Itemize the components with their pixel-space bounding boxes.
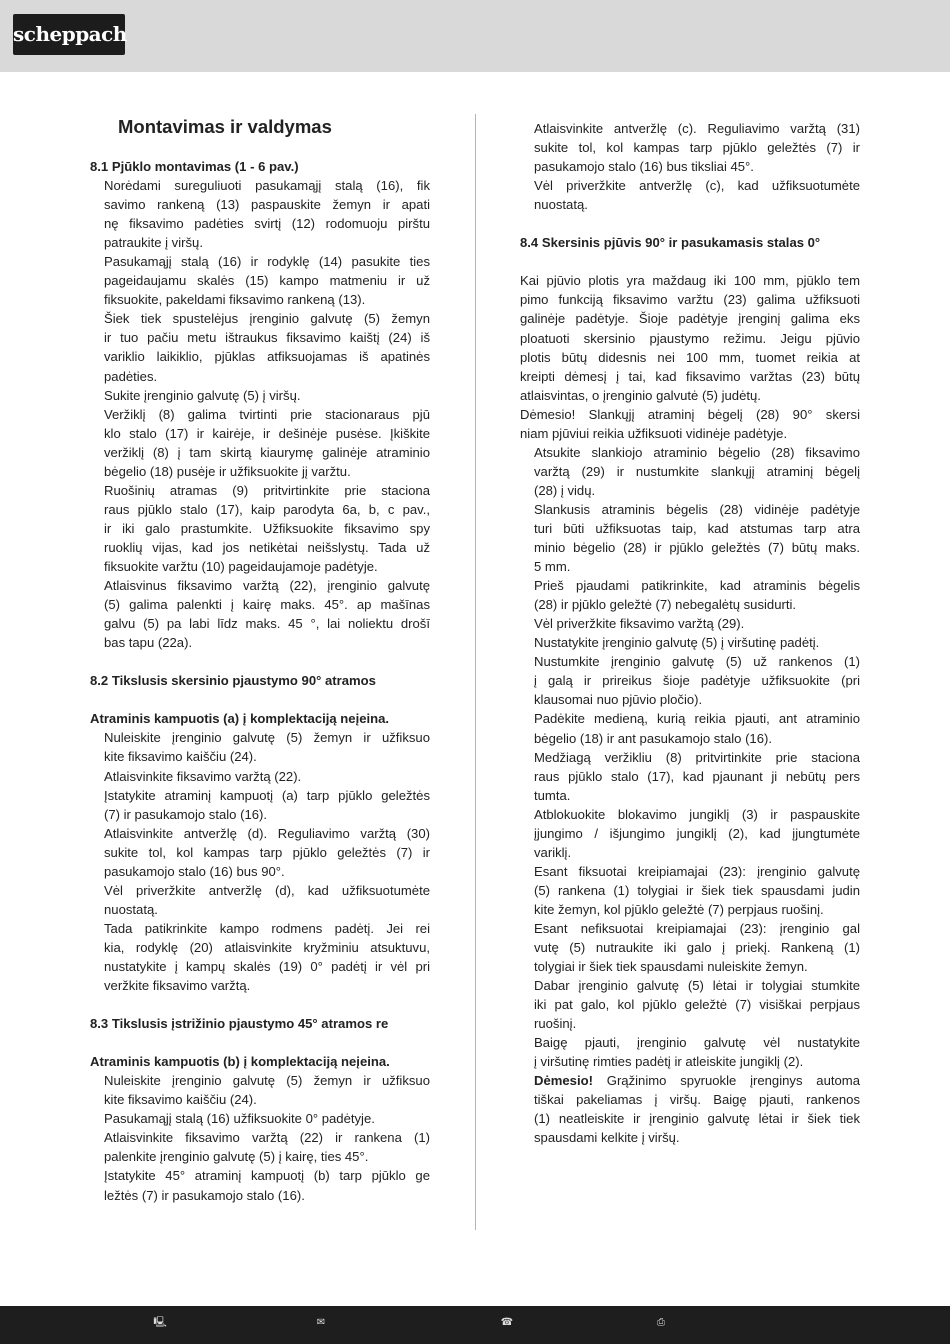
text-line: varžtą (29) ir nustumkite slankųjį atraminį bėgelį bbox=[534, 463, 860, 479]
text-line: Vėl priveržkite fiksavimo varžtą (29). bbox=[534, 616, 745, 632]
text-line: Atraminis kampuotis (a) į komplektaciją neįeina. bbox=[90, 711, 390, 727]
text-line: Atlaisvinkite fiksavimo varžtą (22). bbox=[104, 768, 302, 784]
email-icon: ✉ bbox=[316, 1317, 326, 1328]
text-line: veržiklį (8) į tam skirtą kiaurymę galinėje atraminio bbox=[104, 444, 430, 460]
text-line: pimo funkciją fiksavimo varžtu (23) galima užfiksuoti bbox=[520, 292, 860, 308]
text-line: nę fiksavimo padėties svirtį (12) rodomuoju pirštu bbox=[104, 216, 430, 232]
text-line: ir iki galo prastumkite. Užfiksuokite fiksavimo spy bbox=[104, 520, 430, 536]
text-line: ruoklių vijas, kad jos netikėtai neišslystų. Tada už bbox=[104, 539, 430, 555]
text-line: Slankusis atraminis bėgelis (28) vidinėje padėtyje bbox=[534, 501, 860, 517]
text-line: Dėmesio! Slankųjį atraminį bėgelį (28) 90° skersi bbox=[520, 406, 860, 422]
text-line: niam pjūviui reikia užfiksuoti vidinėje padėtyje. bbox=[520, 425, 788, 441]
text-line: Sukite įrenginio galvutę (5) į viršų. bbox=[104, 387, 301, 403]
text-line: Atlaisvinkite fiksavimo varžtą (22) ir rankena (1) bbox=[104, 1130, 430, 1146]
text-line: turi būti užfiksuotas taip, kad atstumas tarp atra bbox=[534, 520, 860, 536]
computer-icon: 🖳 bbox=[153, 1317, 167, 1328]
text-line: Nustumkite įrenginio galvutę (5) už rankenos (1) bbox=[534, 654, 860, 670]
fax-icon: ⎙ bbox=[657, 1317, 665, 1328]
text-line: patraukite į viršų. bbox=[104, 235, 203, 251]
text-line: sukite tol, kol kampas tarp pjūklo geležtės (7) ir bbox=[104, 844, 430, 860]
text-line: įjungimo / išjungimo jungiklį (2), kad įjungtumėte bbox=[534, 825, 860, 841]
text-line: į viršutinę rimties padėtį ir atleiskite jungiklį (2). bbox=[534, 1054, 804, 1070]
text-line bbox=[90, 995, 430, 1014]
text-line: Atlaisvinkite antveržlę (d). Reguliavimo varžtą (30) bbox=[104, 825, 430, 841]
text-line: Padėkite medieną, kurią reikia pjauti, ant atraminio bbox=[534, 711, 860, 727]
left-column bbox=[90, 157, 430, 1205]
attention-label: Dėmesio! bbox=[534, 1073, 607, 1089]
text-line: kia, rodyklę (20) atlaisvinkite kryžminiu atsuktuvu, bbox=[104, 939, 430, 955]
text-line: Nustatykite įrenginio galvutę (5) į viršutinę padėtį. bbox=[534, 635, 820, 651]
text-line: Atlaisvinus fiksavimo varžtą (22), įrenginio galvutę bbox=[104, 578, 430, 594]
text-line: fiksuokite varžtu (10) pageidaujamoje padėtyje. bbox=[104, 558, 378, 574]
text-line: Pasukamąjį stalą (16) ir rodyklę (14) pasukite ties bbox=[104, 254, 430, 270]
text-line: vutę (5) nutraukite iki galo į priekį. Rankeną (1) bbox=[534, 940, 860, 956]
text-line: į galą ir prireikus šioje padėtyje užfiksuokite (pri bbox=[534, 673, 860, 689]
section-title: Montavimas ir valdymas bbox=[118, 116, 332, 137]
text-line: tolygiai ir šiek tiek spausdami nuleiskite žemyn. bbox=[534, 959, 808, 975]
text-line: ir tuo pačiu metu ištraukus fiksavimo kaištį (24) iš bbox=[104, 330, 430, 346]
page-footer bbox=[0, 1306, 950, 1344]
text-line: Tada patikrinkite kampo rodmens padėtį. Jei rei bbox=[104, 920, 430, 936]
text-line: kite fiksavimo kaiščiu (24). bbox=[104, 1092, 257, 1108]
text-line: ploatuoti skersinio pjaustymo režimu. Jeigu pjūvio bbox=[520, 330, 860, 346]
text-line: 8.4 Skersinis pjūvis 90° ir pasukamasis stalas 0° bbox=[520, 235, 821, 251]
text-line: Atsukite slankiojo atraminio bėgelio (28) fiksavimo bbox=[534, 444, 860, 460]
text-line: Įstatykite 45° atraminį kampuotį (b) tarp pjūklo ge bbox=[104, 1168, 430, 1184]
text-line: 5 mm. bbox=[534, 559, 571, 575]
text-line: pasukamojo stalo (16) bus 90°. bbox=[104, 863, 285, 879]
text-line: (28) ir pjūklo geležtė (7) nebegalėtų susidurti. bbox=[534, 597, 797, 613]
text-line: Esant nefiksuotai kreipiamajai (23): įrenginio gal bbox=[534, 920, 860, 936]
page-header bbox=[0, 0, 950, 72]
text-line: iki pat galo, kol pjūklo geležtė (7) visiškai perpjaus bbox=[534, 997, 860, 1013]
text-line: 8.1 Pjūklo montavimas (1 - 6 pav.) bbox=[90, 159, 299, 174]
text-line: palenkite įrenginio galvutę (5) į kairę, ties 45°. bbox=[104, 1149, 369, 1165]
text-line: padėties. bbox=[104, 368, 158, 384]
text-line: Įstatykite atraminį kampuotį (a) tarp pjūklo geležtės bbox=[104, 787, 430, 803]
text-line: kite fiksavimo kaiščiu (24). bbox=[104, 749, 257, 765]
text-line: Vėl priveržkite antveržlę (c), kad užfiksuotumėte bbox=[534, 178, 860, 194]
text-line: Dabar įrenginio galvutę (5) lėtai ir tolygiai stumkite bbox=[534, 978, 860, 994]
text-line: kite žemyn, kol pjūklo geležtė (7) perpjaus ruošinį. bbox=[534, 901, 824, 917]
text-line: fiksuokite, pakeldami fiksavimo rankeną (13). bbox=[104, 292, 366, 308]
text-line: atlaisvintas, o įrenginio galvutė (5) judėtų. bbox=[520, 387, 761, 403]
text-line: bėgelio (18) ir ant pasukamojo stalo (16). bbox=[534, 730, 772, 746]
text-line: (1) neatleiskite ir įrenginio galvutę lėtai ir šiek tiek bbox=[534, 1111, 860, 1127]
scheppach-logo: scheppach bbox=[13, 14, 125, 55]
text-line: galvu (5) pa labi līdz maks. 45 °, lai noliektu drošī bbox=[104, 616, 430, 632]
text-line: Prieš pjaudami patikrinkite, kad atraminis bėgelis bbox=[534, 578, 860, 594]
text-line bbox=[520, 252, 860, 271]
text-line: (5) rankena (1) tolygiai ir šiek tiek spausdami judin bbox=[534, 882, 860, 898]
text-line: Pasukamąjį stalą (16) užfiksuokite 0° padėtyje. bbox=[104, 1111, 375, 1127]
text-line: Veržiklį (8) galima tvirtinti prie stacionaraus pjū bbox=[104, 406, 430, 422]
text-line: variklį. bbox=[534, 844, 572, 860]
text-line: Kai pjūvio plotis yra maždaug iki 100 mm, pjūklo tem bbox=[520, 273, 860, 289]
text-line: nustatykite į kampų skalės (19) 0° padėtį ir vėl pri bbox=[104, 958, 430, 974]
text-line: klo stalo (17) ir kairėje, ir dešinėje pusėse. Įkiškite bbox=[104, 425, 430, 441]
text-line: Šiek tiek spustelėjus įrenginio galvutę (5) žemyn bbox=[104, 311, 430, 327]
text-line: sukite tol, kol kampas tarp pjūklo geležtės (7) ir bbox=[534, 140, 860, 156]
text-line: Norėdami sureguliuoti pasukamąjį stalą (16), fik bbox=[104, 178, 430, 194]
text-line: raus pjūklo stalo (17), kad pjaunant ji nebūtų pers bbox=[534, 768, 860, 784]
text-line: (5) galima palenkti į kairę maks. 45°. ap mašīnas bbox=[104, 597, 430, 613]
text-line: Baigę pjauti, įrenginio galvutę vėl nustatykite bbox=[534, 1035, 860, 1051]
text-line: savimo rankeną (13) paspauskite žemyn ir apati bbox=[104, 197, 430, 213]
text-line: bėgelio (18) pusėje ir užfiksuokite jį varžtu. bbox=[104, 463, 351, 479]
text-line bbox=[90, 690, 430, 709]
text-line: Ruošinių atramas (9) pritvirtinkite prie staciona bbox=[104, 482, 430, 498]
text-line: raus pjūklo stalo (17), kaip parodyta 6a, b, c pav., bbox=[104, 501, 430, 517]
text-line: galinėje padėtyje. Šioje padėtyje įrenginį galima eks bbox=[520, 311, 860, 327]
text-line: ruošinį. bbox=[534, 1016, 577, 1032]
text-line bbox=[520, 214, 860, 233]
text-line: ležtės (7) ir pasukamojo stalo (16). bbox=[104, 1187, 305, 1203]
right-column bbox=[520, 119, 860, 1148]
text-line: Vėl priveržkite antveržlę (d), kad užfiksuotumėte bbox=[104, 882, 430, 898]
text-line: kreipti dėmesį į tai, kad fiksavimo varžtas (23) būtų bbox=[520, 368, 860, 384]
text-line: (7) ir pasukamojo stalo (16). bbox=[104, 806, 268, 822]
text-line: veržkite fiksavimo varžtą. bbox=[104, 978, 251, 994]
text-line: Nuleiskite įrenginio galvutę (5) žemyn ir užfiksuo bbox=[104, 730, 430, 746]
text-line bbox=[520, 1071, 860, 1090]
text-line: 8.3 Tikslusis įstrižinio pjaustymo 45° atramos re bbox=[90, 1016, 389, 1032]
text-line: tiškai pakeliamas į viršų. Baigę pjauti, rankenos bbox=[534, 1092, 860, 1108]
column-divider bbox=[475, 114, 476, 1230]
text-line: Medžiagą veržikliu (8) pritvirtinkite prie staciona bbox=[534, 749, 860, 765]
text-line: Atblokuokite blokavimo jungiklį (3) ir paspauskite bbox=[534, 806, 860, 822]
text-line: plotis būtų didesnis nei 100 mm, tuomet reikia at bbox=[520, 349, 860, 365]
text-line: Atlaisvinkite antveržlę (c). Reguliavimo varžtą (31) bbox=[534, 121, 860, 136]
text-line bbox=[90, 652, 430, 671]
text-line: nuostatą. bbox=[534, 197, 588, 213]
text-line: minio bėgelio (28) ir pjūklo geležtės (7) būtų maks. bbox=[534, 540, 860, 556]
text-fragment: Grąžinimo spyruokle įrenginys automa bbox=[606, 1073, 860, 1089]
phone-icon: ☎ bbox=[500, 1317, 514, 1328]
text-line: nuostatą. bbox=[104, 901, 158, 917]
text-line bbox=[90, 1033, 430, 1052]
text-line: pasukamojo stalo (16) bus tiksliai 45°. bbox=[534, 159, 754, 175]
text-line: Nuleiskite įrenginio galvutę (5) žemyn ir užfiksuo bbox=[104, 1073, 430, 1089]
text-line: (28) į vidų. bbox=[534, 482, 596, 498]
text-line: bas tapu (22a). bbox=[104, 635, 193, 651]
text-line: tumta. bbox=[534, 787, 571, 803]
text-line: 8.2 Tikslusis skersinio pjaustymo 90° atramos bbox=[90, 673, 376, 689]
text-line: Atraminis kampuotis (b) į komplektaciją neįeina. bbox=[90, 1054, 390, 1070]
text-line: pageidaujamu skalės (15) kampo matmeniu ir už bbox=[104, 273, 430, 289]
text-line: spausdami kelkite į viršų. bbox=[534, 1130, 680, 1146]
text-line: klausomai nuo pjūvio pločio). bbox=[534, 692, 703, 708]
text-line: Esant fiksuotai kreipiamajai (23): įrenginio galvutę bbox=[534, 863, 860, 879]
text-line: variklio laikiklio, pjūklas atfiksuojamas iš apatinės bbox=[104, 349, 430, 365]
